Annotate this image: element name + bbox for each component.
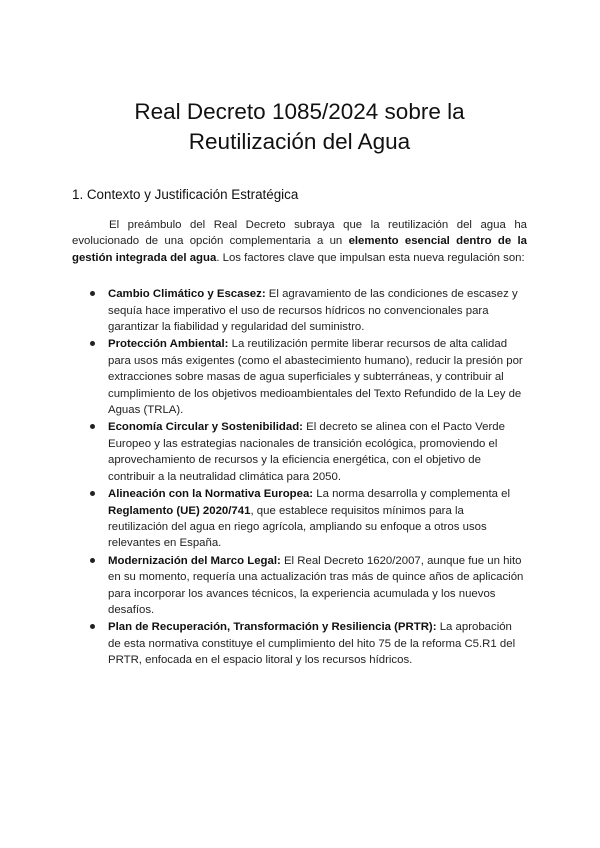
list-item-text: La reutilización permite liberar recursos de alta calidad para usos más exigentes (como el abastecimiento humano), reducir la presión por extracciones sobre masas de agua superficiales y subterráneas, y contribuir al cumplimiento de los objetivos medioambientales del Texto Refundido de la Ley de Aguas (TRLA). bbox=[108, 338, 523, 417]
list-item-environment bbox=[108, 336, 527, 418]
list-item-modernization bbox=[108, 553, 527, 619]
intro-text: El preámbulo del Real Decreto subraya que la reutilización del agua ha evolucionado de una opción complementaria a un bbox=[72, 219, 527, 248]
section-heading: 1. Contexto y Justificación Estratégica bbox=[72, 187, 299, 202]
bullet-icon bbox=[90, 624, 95, 629]
bullet-icon bbox=[90, 424, 95, 429]
document-title bbox=[72, 0, 527, 157]
list-item-climate bbox=[108, 286, 527, 335]
list-item-title: Cambio Climático y Escasez: bbox=[108, 288, 266, 301]
intro-bold-text: elemento esencial dentro de la gestión integrada del agua bbox=[72, 235, 527, 264]
list-item-text: La aprobación de esta normativa constituye el cumplimiento del hito 75 de la reforma C5.R1 del PRTR, enfocada en el espacio litoral y los recursos hídricos. bbox=[108, 621, 516, 667]
list-item-prtr bbox=[108, 619, 527, 668]
intro-paragraph bbox=[72, 217, 527, 266]
bullet-icon bbox=[90, 341, 95, 346]
intro-text-end: . Los factores clave que impulsan esta nueva regulación son: bbox=[216, 251, 525, 264]
list-item-text: El decreto se alinea con el Pacto Verde Europeo y las estrategias nacionales de transición ecológica, promoviendo el aprovechamiento de recursos y la eficiencia energética, con el objetivo de contribuir a la neutralidad climática para 2050. bbox=[108, 421, 505, 483]
list-item-bold-reference: Reglamento (UE) 2020/741 bbox=[108, 504, 251, 517]
bullet-icon bbox=[90, 558, 95, 563]
list-item-title: Alineación con la Normativa Europea: bbox=[108, 488, 314, 501]
factors-list bbox=[72, 286, 527, 668]
list-item-title: Economía Circular y Sostenibilidad: bbox=[108, 421, 303, 434]
bullet-icon bbox=[90, 291, 95, 296]
list-item-eu-regulation bbox=[108, 486, 527, 552]
list-item-title: Protección Ambiental: bbox=[108, 338, 229, 351]
bullet-icon bbox=[90, 491, 95, 496]
list-item-text: , que establece requisitos mínimos para la reutilización del agua en riego agrícola, ampliando su enfoque a otros usos relevantes en España. bbox=[108, 504, 487, 550]
list-item-title: Plan de Recuperación, Transformación y Resiliencia (PRTR): bbox=[108, 621, 437, 634]
list-item-circular-economy bbox=[108, 419, 527, 485]
title-line-2: Reutilización del Agua bbox=[188, 129, 411, 154]
list-item-text: El Real Decreto 1620/2007, aunque fue un hito en su momento, requería una actualización tras más de quince años de aplicación para incorporar los avances técnicos, la experiencia acumulada y los nuevos desafíos. bbox=[108, 554, 524, 616]
list-item-text: El agravamiento de las condiciones de escasez y sequía hace imperativo el uso de recursos hídricos no convencionales para garantizar la fiabilidad y regularidad del suministro. bbox=[108, 288, 518, 334]
list-item-title: Modernización del Marco Legal: bbox=[108, 554, 281, 567]
list-item-text-pre: La norma desarrolla y complementa el bbox=[313, 488, 510, 501]
title-line-1: Real Decreto 1085/2024 sobre la bbox=[134, 99, 465, 124]
